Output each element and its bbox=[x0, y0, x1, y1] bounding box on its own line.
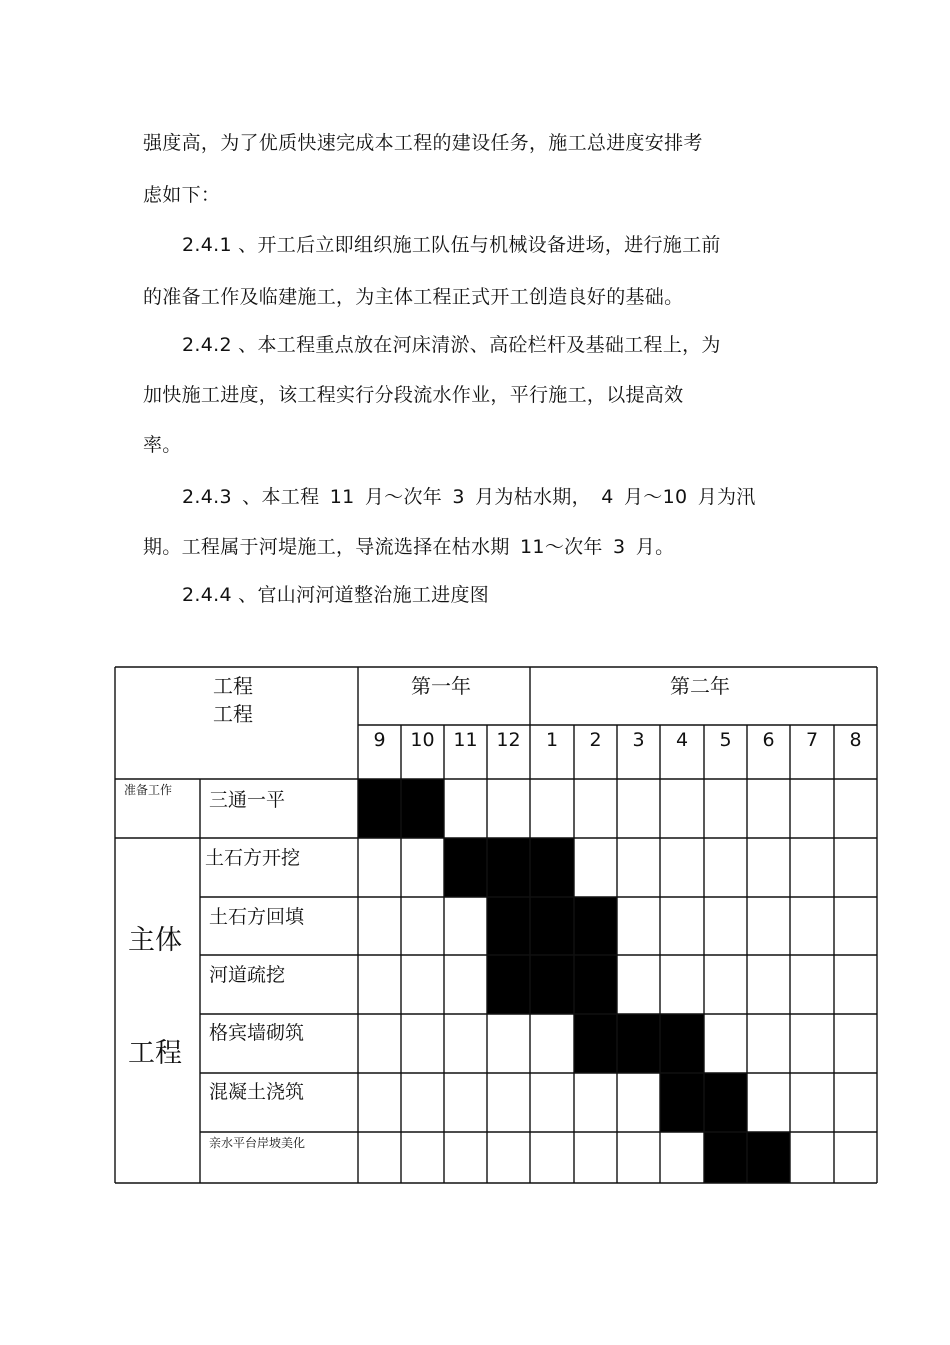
schedule-bar-cell bbox=[617, 1014, 660, 1073]
schedule-bar-cell bbox=[487, 955, 530, 1014]
schedule-bar-cell bbox=[660, 1073, 704, 1132]
schedule-bar-cell bbox=[660, 1014, 704, 1073]
group-label-prep: 准备工作 bbox=[124, 783, 173, 797]
corner-header-bottom: 工程 bbox=[213, 702, 253, 726]
schedule-bar-cell bbox=[747, 1132, 790, 1183]
month-header-cell: 9 bbox=[373, 729, 386, 751]
month-header-cell: 2 bbox=[589, 729, 602, 751]
paragraph-line: 的准备工作及临建施工，为主体工程正式开工创造良好的基础。 bbox=[143, 286, 684, 308]
schedule-bar-cell bbox=[487, 897, 530, 955]
month-header-cell: 7 bbox=[805, 729, 819, 751]
paragraph-line: 2.4.1 、开工后立即组织施工队伍与机械设备进场，进行施工前 bbox=[182, 234, 721, 256]
task-label: 格宾墙砌筑 bbox=[209, 1022, 305, 1044]
schedule-caption: 2.4.4 、官山河河道整治施工进度图 bbox=[182, 584, 490, 606]
paragraph-line: 2.4.3 、本工程 11 月～次年 3 月为枯水期， 4 月～10 月为汛 bbox=[182, 486, 756, 508]
paragraph-line: 加快施工进度，该工程实行分段流水作业，平行施工，以提高效 bbox=[143, 384, 684, 406]
month-header-cell: 8 bbox=[849, 729, 862, 751]
schedule-bar-cell bbox=[704, 1073, 747, 1132]
month-header-cell: 11 bbox=[453, 729, 478, 751]
month-header-cell: 3 bbox=[632, 729, 645, 751]
paragraph-line: 期。工程属于河堤施工，导流选择在枯水期 11～次年 3 月。 bbox=[143, 536, 675, 558]
schedule-bar-cell bbox=[530, 897, 574, 955]
group-label-main-line2: 工程 bbox=[128, 1038, 182, 1069]
schedule-bar-cell bbox=[574, 897, 617, 955]
schedule-bar-cell bbox=[574, 1014, 617, 1073]
schedule-bar-cell bbox=[530, 955, 574, 1014]
paragraph-line: 强度高，为了优质快速完成本工程的建设任务，施工总进度安排考 bbox=[143, 132, 703, 154]
task-label: 土石方开挖 bbox=[205, 847, 301, 869]
month-header-cell: 12 bbox=[496, 729, 521, 751]
schedule-bar-cell bbox=[444, 838, 487, 897]
schedule-bar-cell bbox=[358, 779, 401, 838]
schedule-bar-cell bbox=[401, 779, 444, 838]
task-label: 亲水平台岸坡美化 bbox=[209, 1136, 306, 1150]
month-header-cell: 5 bbox=[719, 729, 732, 751]
month-header-cell: 6 bbox=[762, 729, 775, 751]
paragraph-line: 2.4.2 、本工程重点放在河床清淤、高砼栏杆及基础工程上，为 bbox=[182, 334, 721, 356]
year-header-first: 第一年 bbox=[411, 674, 471, 698]
schedule-bar-cell bbox=[574, 955, 617, 1014]
task-label: 河道疏挖 bbox=[209, 964, 286, 986]
schedule-bar-cell bbox=[704, 1132, 747, 1183]
schedule-bar-cell bbox=[530, 838, 574, 897]
schedule-bar-cell bbox=[487, 838, 530, 897]
month-header-cell: 1 bbox=[545, 729, 559, 751]
task-label: 土石方回填 bbox=[209, 906, 305, 928]
year-header-second: 第二年 bbox=[670, 674, 730, 698]
group-label-main-line1: 主体 bbox=[128, 925, 182, 956]
corner-header-top: 工程 bbox=[213, 674, 253, 698]
task-label: 混凝土浇筑 bbox=[209, 1081, 305, 1103]
month-header-cell: 10 bbox=[410, 729, 435, 751]
month-header-cell: 4 bbox=[675, 729, 689, 751]
paragraph-line: 率。 bbox=[143, 434, 182, 456]
task-label: 三通一平 bbox=[209, 789, 286, 811]
paragraph-line: 虑如下： bbox=[143, 184, 221, 206]
